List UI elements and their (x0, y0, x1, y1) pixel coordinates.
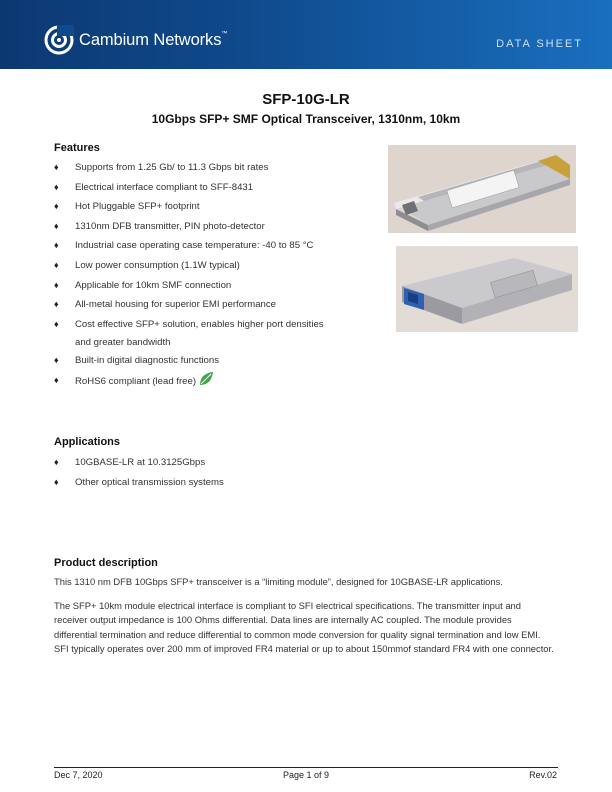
bullet-icon: ♦ (54, 476, 59, 487)
cambium-logo-icon (44, 25, 74, 55)
doc-type-label: DATA SHEET (496, 38, 583, 50)
features-heading: Features (54, 142, 100, 154)
transceiver-photo-bottom (396, 246, 578, 332)
brand-logo[interactable] (44, 25, 227, 55)
description-paragraph-1: This 1310 nm DFB 10Gbps SFP+ transceiver is a “limiting module”, designed for 10GBASE-LR applications. (54, 576, 503, 587)
footer-page-number: Page 1 of 9 (282, 770, 330, 780)
transceiver-photo-top (388, 145, 576, 233)
bullet-icon: ♦ (54, 279, 59, 290)
bullet-icon: ♦ (54, 201, 59, 212)
applications-heading: Applications (54, 436, 121, 448)
bullet-icon: ♦ (54, 240, 59, 251)
list-item: ♦ Supports from 1.25 Gb/ to 11.3 Gbps bit rates (54, 158, 385, 178)
bullet-icon: ♦ (54, 162, 59, 172)
list-item: ♦ 10GBASE-LR at 10.3125Gbps (54, 453, 385, 473)
footer-revision: Rev.02 (529, 770, 557, 780)
green-leaf-icon (198, 371, 214, 387)
list-item: ♦ Hot Pluggable SFP+ footprint (54, 197, 385, 217)
bullet-icon: ♦ (54, 220, 59, 231)
list-item: ♦ Low power consumption (1.1W typical) (54, 256, 385, 276)
features-list (54, 158, 385, 392)
bullet-icon: ♦ (54, 457, 59, 467)
list-item: ♦ All-metal housing for superior EMI performance (54, 295, 385, 315)
bullet-icon: ♦ (54, 181, 59, 192)
description-paragraph-2: The SFP+ 10km module electrical interface is compliant to SFI electrical specifications. The transmitter input and receiver output impedance is 100 Ohms differential. Data lines are internally AC coupled. The module provides differential termination and reduce differential to common mode conversion for quality signal termination and low EMI. SFI typically operates over 200 mm of improved FR4 material or up to about 150mmof standard FR4 with one connector. (54, 600, 554, 655)
page-subtitle: 10Gbps SFP+ SMF Optical Transceiver, 1310nm, 10km (151, 112, 461, 126)
brand-name: Cambium Networks™ (79, 30, 228, 49)
footer-rule (54, 767, 558, 768)
page-title: SFP-10G-LR (262, 91, 350, 108)
footer-date: Dec 7, 2020 (54, 770, 103, 780)
bullet-icon: ♦ (54, 259, 59, 270)
bullet-icon: ♦ (54, 299, 59, 310)
list-item: ♦ Built-in digital diagnostic functions (54, 351, 385, 371)
list-item: ♦ Industrial case operating case temperature: -40 to 85 °C (54, 236, 385, 256)
list-item: ♦ RoHS6 compliant (lead free) (54, 371, 385, 392)
list-item: ♦ 1310nm DFB transmitter, PIN photo-detector (54, 217, 385, 237)
bullet-icon: ♦ (54, 374, 59, 385)
applications-list (54, 453, 385, 492)
list-item: ♦ Applicable for 10km SMF connection (54, 276, 385, 296)
bullet-icon: ♦ (54, 318, 59, 329)
product-description-heading: Product description (54, 557, 158, 569)
header-band (0, 0, 612, 69)
list-item: ♦ Electrical interface compliant to SFF-8431 (54, 178, 385, 198)
list-item: ♦ Other optical transmission systems (54, 473, 385, 493)
bullet-icon: ♦ (54, 355, 59, 366)
list-item: ♦ Cost effective SFP+ solution, enables higher port densities and greater bandwidth (54, 315, 385, 352)
